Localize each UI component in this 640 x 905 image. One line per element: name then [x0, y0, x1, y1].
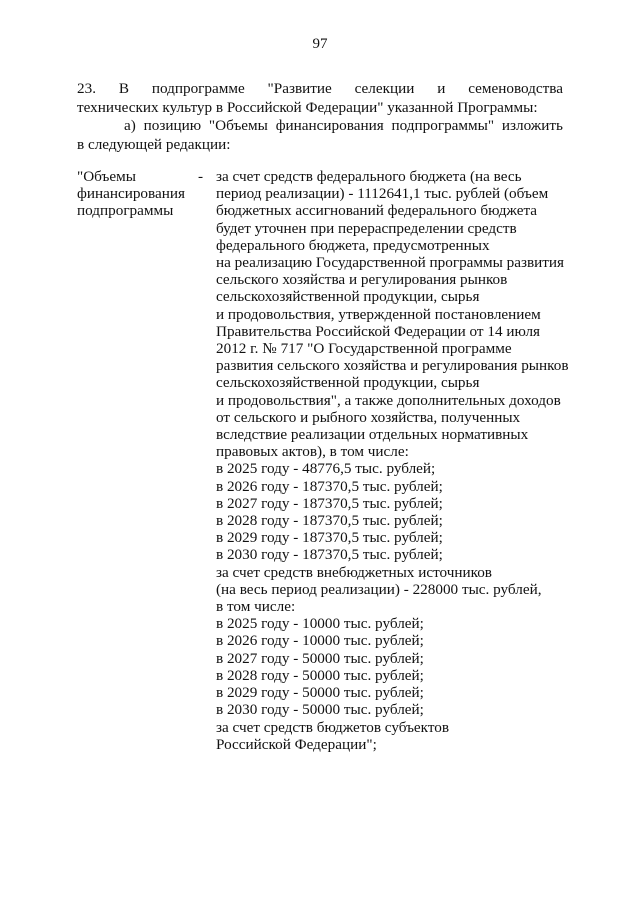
paragraph-line: а) позицию "Объемы финансирования подпрограммы" изложить — [124, 117, 563, 134]
position-text-line: в 2025 году - 48776,5 тыс. рублей; — [216, 460, 436, 478]
position-text-line: в 2028 году - 50000 тыс. рублей; — [216, 666, 424, 684]
position-text-line: в 2026 году - 187370,5 тыс. рублей; — [216, 477, 443, 495]
position-text-line: в 2027 году - 187370,5 тыс. рублей; — [216, 494, 443, 512]
position-text-line: в 2028 году - 187370,5 тыс. рублей; — [216, 512, 443, 530]
position-text-line: Правительства Российской Федерации от 14 июля — [216, 322, 541, 340]
paragraph-line: 23. В подпрограмме "Развитие селекции и семеноводства — [77, 80, 563, 97]
page-number: 97 — [312, 36, 328, 52]
position-text-line: в 2027 году - 50000 тыс. рублей; — [216, 649, 424, 667]
position-text-line: (на весь период реализации) - 228000 тыс. рублей, — [216, 580, 542, 598]
position-label-line: финансирования — [77, 185, 185, 203]
position-text-line: и продовольствия, утвержденной постановлением — [216, 305, 541, 323]
position-text-line: период реализации) - 1112641,1 тыс. рублей (объем — [216, 185, 549, 203]
paragraph-instruction — [77, 117, 563, 154]
position-text-line: в том числе: — [216, 598, 296, 616]
position-label-line: "Объемы — [77, 168, 136, 185]
position-text-line: в 2029 году - 50000 тыс. рублей; — [216, 684, 424, 702]
position-text-line: в 2026 году - 10000 тыс. рублей; — [216, 632, 424, 650]
position-label — [77, 168, 207, 220]
position-text-line: в 2030 году - 187370,5 тыс. рублей; — [216, 546, 443, 564]
position-text-line: в 2029 году - 187370,5 тыс. рублей; — [216, 529, 443, 547]
position-text-line: федерального бюджета, предусмотренных — [216, 236, 490, 254]
position-text-line: за счет средств федерального бюджета (на весь — [216, 168, 522, 185]
position-text-line: в 2025 году - 10000 тыс. рублей; — [216, 615, 424, 633]
paragraph-line: в следующей редакции: — [77, 135, 231, 153]
position-text-line: вследствие реализации отдельных нормативных — [216, 426, 529, 444]
position-text-line: сельскохозяйственной продукции, сырья — [216, 374, 480, 392]
position-label-line: подпрограммы — [77, 202, 174, 220]
position-text-line: сельского хозяйства и регулирования рынков — [216, 271, 508, 289]
position-text-line: за счет средств внебюджетных источников — [216, 563, 492, 581]
paragraph-subprogram-heading — [77, 80, 563, 117]
position-text-line: развития сельского хозяйства и регулирования рынков — [216, 357, 569, 375]
position-text-line: и продовольствия", а также дополнительных доходов — [216, 391, 561, 409]
position-text-line: на реализацию Государственной программы развития — [216, 254, 565, 272]
position-text-line: правовых актов), в том числе: — [216, 443, 409, 461]
position-text — [216, 168, 576, 753]
position-text-line: в 2030 году - 50000 тыс. рублей; — [216, 701, 424, 719]
position-dash: - — [198, 168, 204, 185]
position-text-line: от сельского и рыбного хозяйства, полученных — [216, 408, 521, 426]
position-text-line: 2012 г. № 717 "О Государственной программе — [216, 340, 512, 358]
position-text-line: будет уточнен при перераспределении средств — [216, 219, 517, 237]
position-text-line: бюджетных ассигнований федерального бюджета — [216, 202, 538, 220]
paragraph-line: технических культур в Российской Федерации" указанной Программы: — [77, 98, 538, 116]
position-text-line: за счет средств бюджетов субъектов — [216, 718, 450, 736]
position-text-line: Российской Федерации"; — [216, 735, 377, 753]
position-text-line: сельскохозяйственной продукции, сырья — [216, 288, 480, 306]
